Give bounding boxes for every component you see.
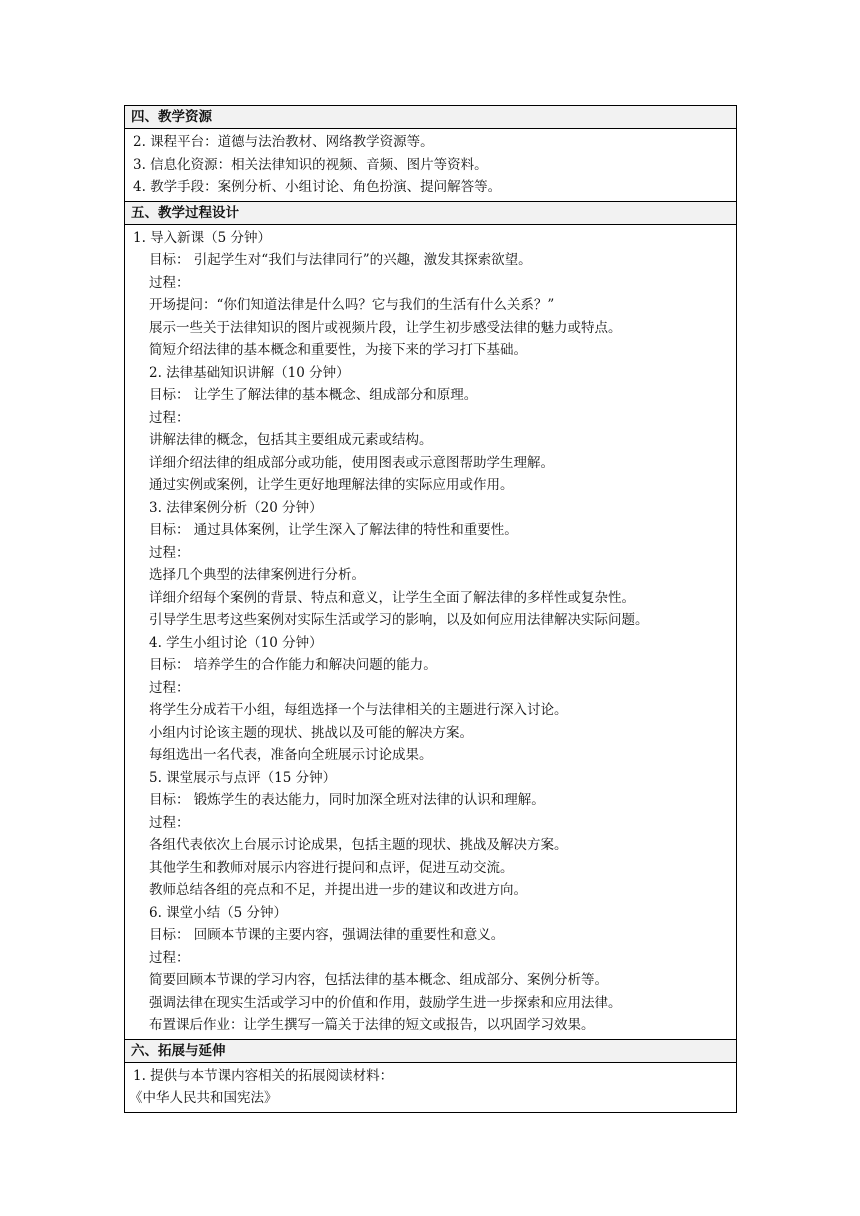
text-line: 讲解法律的概念，包括其主要组成元素或结构。: [149, 432, 433, 448]
text-line: 1. 导入新课（5 分钟）: [133, 229, 272, 246]
text-line: 目标： 引起学生对“我们与法律同行”的兴趣，激发其探索欲望。: [149, 252, 532, 268]
text-line: 目标： 培养学生的合作能力和解决问题的能力。: [149, 657, 437, 673]
section-body-row: [125, 224, 737, 1039]
text-line: 目标： 锻炼学生的表达能力，同时加深全班对法律的认识和理解。: [149, 792, 545, 808]
text-line: 通过实例或案例，让学生更好地理解法律的实际应用或作用。: [149, 477, 514, 493]
text-line: 1. 提供与本节课内容相关的拓展阅读材料：: [133, 1067, 394, 1084]
text-line: 详细介绍每个案例的背景、特点和意义，让学生全面了解法律的多样性或复杂性。: [149, 589, 635, 606]
text-line: 过程：: [149, 679, 190, 696]
text-line: 引导学生思考这些案例对实际生活或学习的影响，以及如何应用法律解决实际问题。: [149, 612, 649, 628]
section-heading-row: [125, 1039, 737, 1062]
text-line: 小组内讨论该主题的现状、挑战以及可能的解决方案。: [149, 724, 473, 741]
section-heading: 六、拓展与延伸: [125, 1039, 737, 1062]
table-body: [125, 106, 737, 1113]
text-line: 2. 课程平台：道德与法治教材、网络教学资源等。: [133, 134, 434, 150]
text-line: 过程：: [149, 544, 190, 561]
text-line: 过程：: [149, 274, 190, 291]
text-line: 3. 法律案例分析（20 分钟）: [149, 499, 323, 516]
text-line: 过程：: [149, 409, 190, 426]
text-line: 布置课后作业：让学生撰写一篇关于法律的短文或报告，以巩固学习效果。: [149, 1017, 595, 1033]
text-line: 简短介绍法律的基本概念和重要性，为接下来的学习打下基础。: [149, 342, 527, 358]
text-line: 过程：: [149, 814, 190, 831]
text-line: 展示一些关于法律知识的图片或视频片段，让学生初步感受法律的魅力或特点。: [149, 319, 622, 336]
text-line: 教师总结各组的亮点和不足，并提出进一步的建议和改进方向。: [149, 882, 527, 898]
text-line: 《中华人民共和国宪法》: [129, 1090, 278, 1106]
section-body-row: [125, 129, 737, 202]
section-heading-row: [125, 106, 737, 129]
text-line: 详细介绍法律的组成部分或功能，使用图表或示意图帮助学生理解。: [149, 454, 554, 471]
text-line: 2. 法律基础知识讲解（10 分钟）: [149, 364, 350, 381]
section-body-row: [125, 1062, 737, 1112]
text-line: 3. 信息化资源：相关法律知识的视频、音频、图片等资料。: [133, 156, 488, 173]
section-body: [125, 129, 737, 202]
text-line: 4. 教学手段：案例分析、小组讨论、角色扮演、提问解答等。: [133, 179, 502, 195]
section-heading: 四、教学资源: [125, 106, 737, 129]
text-line: 选择几个典型的法律案例进行分析。: [149, 567, 365, 583]
text-line: 其他学生和教师对展示内容进行提问和点评，促进互动交流。: [149, 859, 514, 876]
text-line: 每组选出一名代表，准备向全班展示讨论成果。: [149, 747, 433, 763]
text-line: 6. 课堂小结（5 分钟）: [149, 904, 288, 921]
text-line: 目标： 通过具体案例，让学生深入了解法律的特性和重要性。: [149, 522, 518, 538]
text-line: 将学生分成若干小组，每组选择一个与法律相关的主题进行深入讨论。: [149, 702, 568, 718]
text-line: 强调法律在现实生活或学习中的价值和作用，鼓励学生进一步探索和应用法律。: [149, 994, 622, 1011]
text-line: 简要回顾本节课的学习内容，包括法律的基本概念、组成部分、案例分析等。: [149, 972, 608, 988]
section-body: [125, 1062, 737, 1112]
text-line: 5. 课堂展示与点评（15 分钟）: [149, 769, 337, 786]
section-heading: 五、教学过程设计: [125, 201, 737, 224]
text-line: 4. 学生小组讨论（10 分钟）: [149, 634, 323, 651]
section-heading-row: [125, 201, 737, 224]
text-line: 过程：: [149, 949, 190, 966]
section-body: [125, 224, 737, 1039]
text-line: 各组代表依次上台展示讨论成果，包括主题的现状、挑战及解决方案。: [149, 837, 568, 853]
text-line: 目标： 回顾本节课的主要内容，强调法律的重要性和意义。: [149, 927, 505, 943]
lesson-plan-table: [124, 105, 737, 1113]
text-line: 开场提问：“你们知道法律是什么吗？它与我们的生活有什么关系？”: [149, 297, 555, 313]
text-line: 目标： 让学生了解法律的基本概念、组成部分和原理。: [149, 387, 478, 403]
